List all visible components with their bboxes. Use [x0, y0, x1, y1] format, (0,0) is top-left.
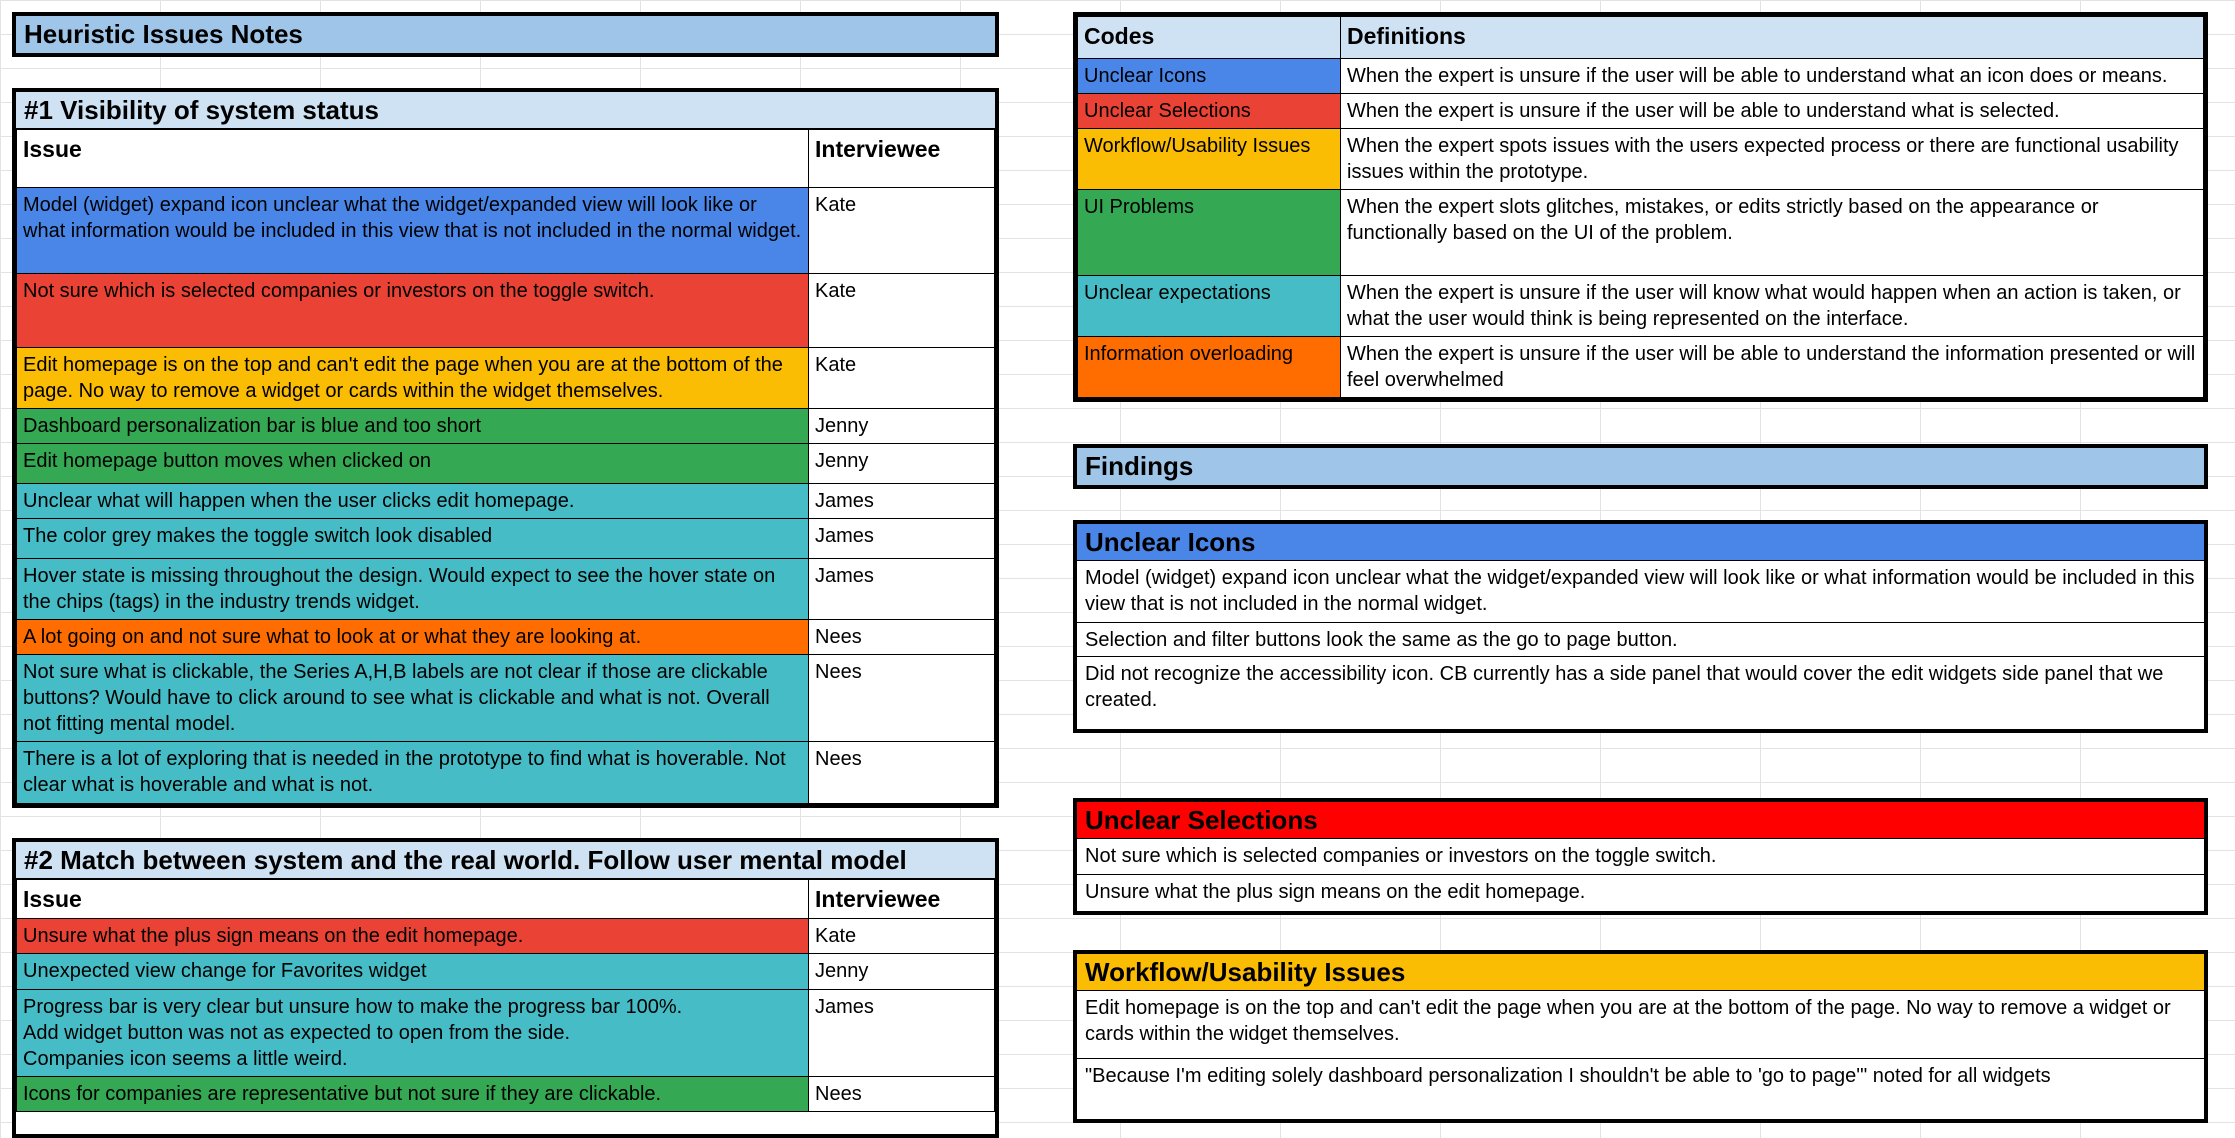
table-row[interactable] [17, 655, 995, 742]
table-row[interactable] [1078, 129, 2204, 190]
issue-cell: Unclear what will happen when the user clicks edit homepage. [17, 484, 809, 519]
table-row[interactable] [17, 188, 995, 274]
finding-item[interactable]: Unsure what the plus sign means on the edit homepage. [1085, 881, 1586, 903]
table-row[interactable] [17, 274, 995, 348]
code-cell: Workflow/Usability Issues [1078, 129, 1341, 190]
codes-col-codes: Codes [1078, 17, 1341, 59]
code-cell: UI Problems [1078, 190, 1341, 276]
issue-cell: Not sure which is selected companies or investors on the toggle switch. [17, 274, 809, 348]
interviewee-cell: Nees [809, 1077, 995, 1112]
section2-col-interviewee: Interviewee [809, 880, 995, 919]
finding-block [1073, 520, 2208, 733]
table-row[interactable] [17, 519, 995, 559]
interviewee-cell: James [809, 519, 995, 559]
issue-cell: Icons for companies are representative but not sure if they are clickable. [17, 1077, 809, 1112]
issue-cell: Progress bar is very clear but unsure how to make the progress bar 100%. Add widget button was not as expected to open from the side. Companies icon seems a little weird. [17, 990, 809, 1077]
interviewee-cell: Kate [809, 188, 995, 274]
issue-cell: Unexpected view change for Favorites widget [17, 954, 809, 990]
section1-col-interviewee: Interviewee [809, 130, 995, 188]
interviewee-cell: Nees [809, 742, 995, 804]
codes-col-definitions: Definitions [1341, 17, 2204, 59]
issue-cell: The color grey makes the toggle switch look disabled [17, 519, 809, 559]
table-row[interactable] [17, 919, 995, 954]
section1-table [12, 88, 999, 808]
codes-grid [1077, 16, 2204, 398]
codes-table [1073, 12, 2208, 402]
issue-cell: There is a lot of exploring that is needed in the prototype to find what is hoverable. Not clear what is hoverable and what is not. [17, 742, 809, 804]
section1-rows [17, 188, 995, 804]
table-row[interactable] [17, 409, 995, 444]
finding-title: Workflow/Usability Issues [1077, 954, 2204, 991]
definition-cell: When the expert slots glitches, mistakes, or edits strictly based on the appearance or functionally based on the UI of the problem. [1341, 190, 2204, 276]
table-row[interactable] [17, 742, 995, 804]
issue-cell: Dashboard personalization bar is blue and too short [17, 409, 809, 444]
section1-col-issue: Issue [17, 130, 809, 188]
code-cell: Information overloading [1078, 337, 1341, 398]
definition-cell: When the expert spots issues with the users expected process or there are functional usability issues within the prototype. [1341, 129, 2204, 190]
interviewee-cell: James [809, 559, 995, 620]
finding-item[interactable]: Edit homepage is on the top and can't edit the page when you are at the bottom of the page. No way to remove a widget or cards within the widget themselves. [1077, 991, 2204, 1059]
section2-rows [17, 919, 995, 1112]
interviewee-cell: Jenny [809, 954, 995, 990]
issue-cell: A lot going on and not sure what to look at or what they are looking at. [17, 620, 809, 655]
finding-item[interactable]: Selection and filter buttons look the same as the go to page button. [1077, 623, 2204, 657]
section2-grid [16, 879, 995, 1112]
finding-item[interactable]: "Because I'm editing solely dashboard personalization I shouldn't be able to 'go to page'" noted for all widgets [1085, 1065, 2051, 1087]
interviewee-cell: Nees [809, 620, 995, 655]
issue-cell: Edit homepage button moves when clicked on [17, 444, 809, 484]
finding-block [1073, 798, 2208, 915]
section2-title: #2 Match between system and the real world. Follow user mental model [16, 842, 995, 879]
finding-title: Unclear Selections [1077, 802, 2204, 839]
issue-cell: Unsure what the plus sign means on the edit homepage. [17, 919, 809, 954]
interviewee-cell: Jenny [809, 444, 995, 484]
table-row[interactable] [1078, 276, 2204, 337]
code-cell: Unclear expectations [1078, 276, 1341, 337]
interviewee-cell: James [809, 990, 995, 1077]
interviewee-cell: Nees [809, 655, 995, 742]
section1-title: #1 Visibility of system status [16, 92, 995, 129]
interviewee-cell: Kate [809, 274, 995, 348]
code-cell: Unclear Selections [1078, 94, 1341, 129]
table-row[interactable] [17, 1077, 995, 1112]
section2-col-issue: Issue [17, 880, 809, 919]
table-row[interactable] [1078, 59, 2204, 94]
issue-cell: Model (widget) expand icon unclear what the widget/expanded view will look like or what information would be included in this view that is not included in the normal widget. [17, 188, 809, 274]
interviewee-cell: James [809, 484, 995, 519]
definition-cell: When the expert is unsure if the user will be able to understand what is selected. [1341, 94, 2204, 129]
definition-cell: When the expert is unsure if the user will be able to understand what an icon does or means. [1341, 59, 2204, 94]
table-row[interactable] [17, 444, 995, 484]
issue-cell: Hover state is missing throughout the design. Would expect to see the hover state on the chips (tags) in the industry trends widget. [17, 559, 809, 620]
issue-cell: Edit homepage is on the top and can't edit the page when you are at the bottom of the page. No way to remove a widget or cards within the widget themselves. [17, 348, 809, 409]
table-row[interactable] [17, 990, 995, 1077]
finding-title: Unclear Icons [1077, 524, 2204, 561]
finding-item[interactable]: Did not recognize the accessibility icon. CB currently has a side panel that would cover the edit widgets side panel that we created. [1085, 663, 2164, 711]
notes-title: Heuristic Issues Notes [12, 12, 999, 57]
table-row[interactable] [1078, 190, 2204, 276]
interviewee-cell: Jenny [809, 409, 995, 444]
section2-table [12, 838, 999, 1138]
table-row[interactable] [1078, 94, 2204, 129]
section1-grid [16, 129, 995, 804]
table-row[interactable] [1078, 337, 2204, 398]
table-row[interactable] [17, 348, 995, 409]
table-row[interactable] [17, 484, 995, 519]
findings-title: Findings [1073, 444, 2208, 489]
interviewee-cell: Kate [809, 919, 995, 954]
codes-rows [1078, 59, 2204, 398]
table-row[interactable] [17, 954, 995, 990]
definition-cell: When the expert is unsure if the user will know what would happen when an action is taken, or what the user would think is being represented on the interface. [1341, 276, 2204, 337]
finding-item[interactable]: Model (widget) expand icon unclear what the widget/expanded view will look like or what information would be included in this view that is not included in the normal widget. [1077, 561, 2204, 623]
table-row[interactable] [17, 559, 995, 620]
finding-item[interactable]: Not sure which is selected companies or investors on the toggle switch. [1077, 839, 2204, 875]
code-cell: Unclear Icons [1078, 59, 1341, 94]
interviewee-cell: Kate [809, 348, 995, 409]
definition-cell: When the expert is unsure if the user will be able to understand the information presented or will feel overwhelmed [1341, 337, 2204, 398]
finding-block [1073, 950, 2208, 1123]
issue-cell: Not sure what is clickable, the Series A,H,B labels are not clear if those are clickable buttons? Would have to click around to see what is clickable and what is not. Overall not fitting mental model. [17, 655, 809, 742]
table-row[interactable] [17, 620, 995, 655]
